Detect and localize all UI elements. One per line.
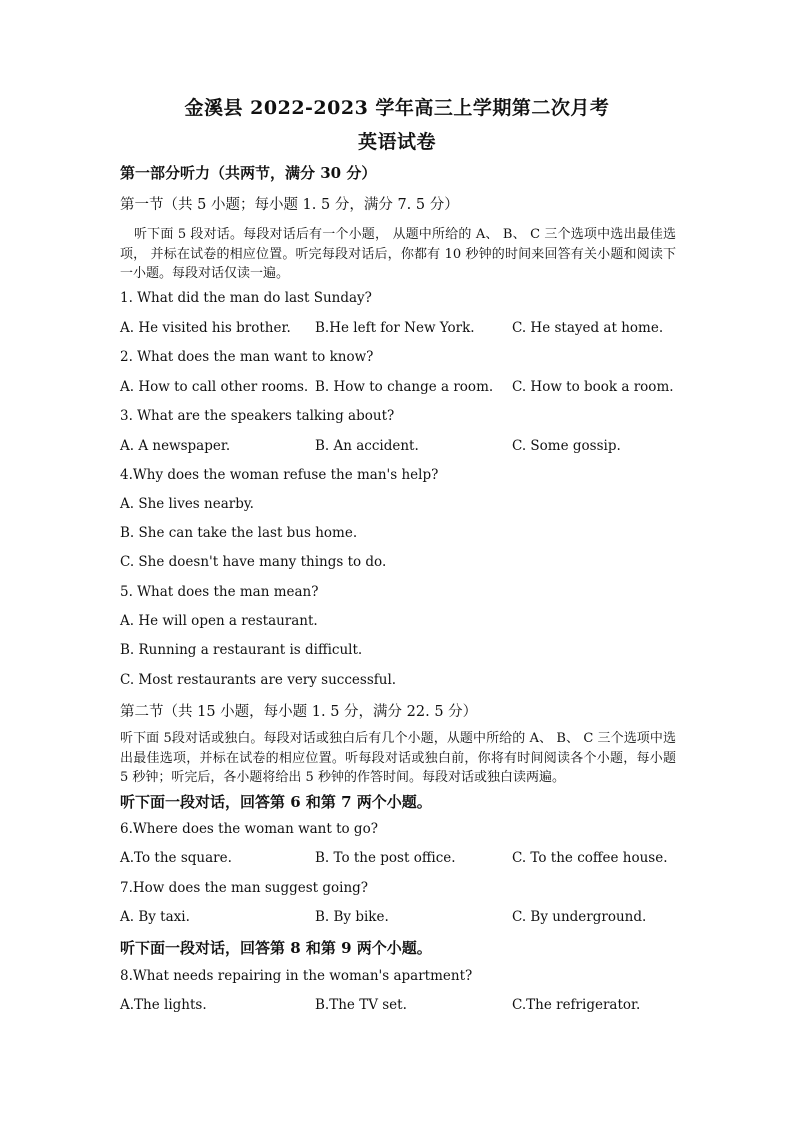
question-5-stem: 5. What does the man mean? [120,584,319,600]
question-4-option-c: C. She doesn't have many things to do. [120,554,387,570]
section1-heading: 第一节（共 5 小题；每小题 1. 5 分，满分 7. 5 分） [120,197,459,213]
question-7-option-b: B. By bike. [315,909,389,925]
question-7-stem: 7.How does the man suggest going? [120,880,369,896]
exam-title: 金溪县 2022-2023 学年高三上学期第二次月考 [184,97,610,119]
question-5-option-a: A. He will open a restaurant. [120,613,318,629]
section1-instructions: 听下面 5 段对话。每段对话后有一个小题， 从题中所给的 A、 B、 C 三个选项中选出最佳选项， 并标在试卷的相应位置。听完每段对话后，你都有 10 秒钟的时间来回答有关小题和阅读下一小题。每段对话仅读一遍。 [120,227,676,281]
question-3-option-b: B. An accident. [315,438,419,454]
question-8-option-a: A.The lights. [120,997,207,1013]
question-6-option-c: C. To the coffee house. [512,850,668,866]
question-2-option-b: B. How to change a room. [315,379,494,395]
question-5-option-c: C. Most restaurants are very successful. [120,672,397,688]
question-6-option-b: B. To the post office. [315,850,456,866]
group-heading-6-7: 听下面一段对话，回答第 6 和第 7 两个小题。 [120,793,432,811]
group-heading-8-9: 听下面一段对话，回答第 8 和第 9 两个小题。 [120,939,432,957]
question-5-option-b: B. Running a restaurant is difficult. [120,642,363,658]
question-4-stem: 4.Why does the woman refuse the man's help? [120,467,439,483]
question-2-stem: 2. What does the man want to know? [120,349,374,365]
question-8-option-c: C.The refrigerator. [512,997,641,1013]
question-3-stem: 3. What are the speakers talking about? [120,408,395,424]
question-2-option-a: A. How to call other rooms. [120,379,309,395]
question-3-option-c: C. Some gossip. [512,438,621,454]
question-6-option-a: A.To the square. [120,850,232,866]
section2-instructions: 听下面 5段对话或独白。每段对话或独白后有几个小题，从题中所给的 A、 B、 C 三个选项中选出最佳选项，并标在试卷的相应位置。听每段对话或独白前，你将有时间阅读各个小题，每小题 5 秒钟；听完后，各小题将给出 5 秒钟的作答时间。每段对话或独白读两遍。 [120,731,676,785]
question-2-option-c: C. How to book a room. [512,379,674,395]
question-1-stem: 1. What did the man do last Sunday? [120,290,372,306]
exam-subtitle: 英语试卷 [357,131,436,153]
question-8-option-b: B.The TV set. [315,997,407,1013]
section2-heading: 第二节（共 15 小题，每小题 1. 5 分，满分 22. 5 分） [120,704,478,720]
question-1-option-b: B.He left for New York. [315,320,475,336]
question-6-stem: 6.Where does the woman want to go? [120,821,378,837]
question-4-option-a: A. She lives nearby. [120,496,254,512]
question-7-option-a: A. By taxi. [120,909,190,925]
part1-heading: 第一部分听力（共两节，满分 30 分） [120,164,377,182]
question-1-option-c: C. He stayed at home. [512,320,664,336]
question-3-option-a: A. A newspaper. [120,438,231,454]
question-8-stem: 8.What needs repairing in the woman's apartment? [120,968,473,984]
question-4-option-b: B. She can take the last bus home. [120,525,358,541]
question-7-option-c: C. By underground. [512,909,647,925]
question-1-option-a: A. He visited his brother. [120,320,291,336]
